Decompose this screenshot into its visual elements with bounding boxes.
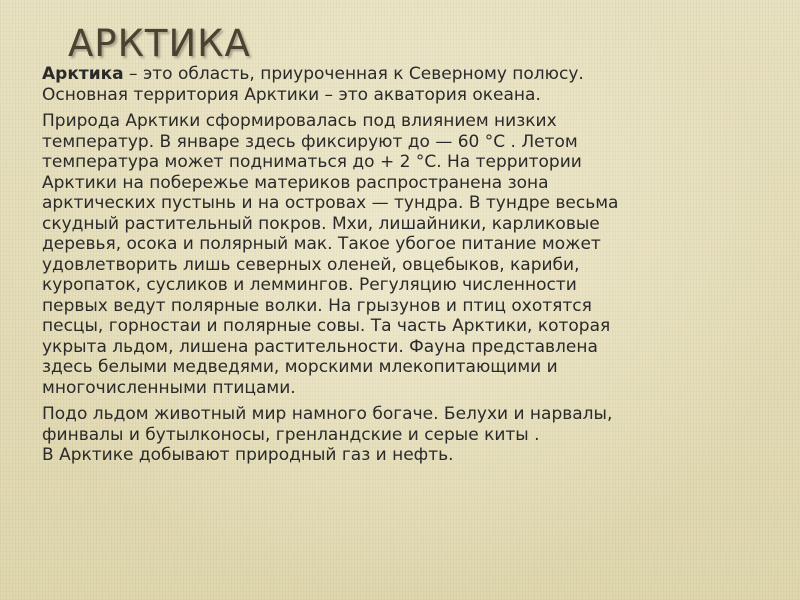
slide-body xyxy=(42,64,758,472)
paragraph-definition xyxy=(42,64,758,105)
term-arctic: Арктика xyxy=(42,64,124,84)
definition-text: – это область, приуроченная к Северному полюсу. Основная территория Арктики – это акватория океана. xyxy=(42,64,584,105)
paragraph-nature: Природа Арктики сформировалась под влиянием низких температур. В январе здесь фиксируют до — 60 °С . Летом температура может подниматься до + 2 °С. На территории Арктики на побережье материков распространена зона арктических пустынь и на островах — тундра. В тундре весьма скудный растительный покров. Мхи, лишайники, карликовые деревья, осока и полярный мак. Такое убогое питание может удовлетворить лишь северных оленей, овцебыков, кариби, куропаток, сусликов и леммингов. Регуляцию численности первых ведут полярные волки. На грызунов и птиц охотятся песцы, горностаи и полярные совы. Та часть Арктики, которая укрыта льдом, лишена растительности. Фауна представлена здесь белыми медведями, морскими млекопитающими и многочисленными птицами. xyxy=(42,111,619,398)
paragraph-underwater: Подо льдом животный мир намного богаче. Белухи и нарвалы, финвалы и бутылконосы, гренландские и серые киты . В Арктике добывают природный газ и нефть. xyxy=(42,404,613,465)
slide-title: АРКТИКА xyxy=(68,22,251,65)
